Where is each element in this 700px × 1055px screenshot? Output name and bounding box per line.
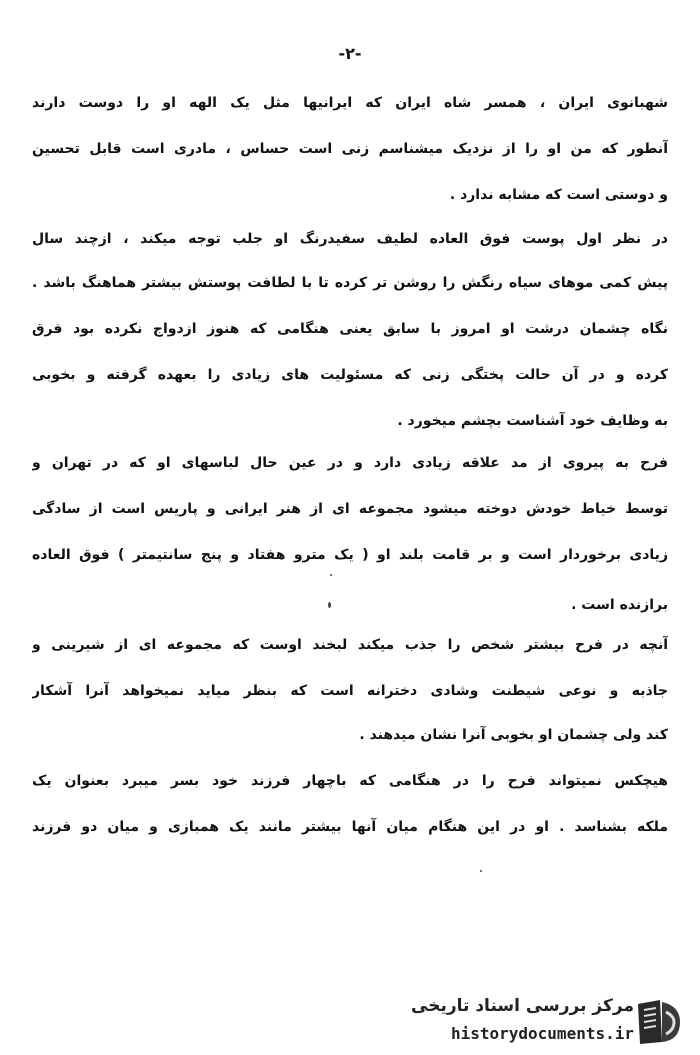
text-line-15: کند ولی چشمان او بخوبی آنرا نشان میدهند .	[359, 727, 668, 743]
text-line-3: و دوستی است که مشابه ندارد .	[449, 187, 668, 203]
text-line-16: هیچکس نمیتواند فرح را در هنگامی که باچهار فرزند خود بسر میبرد بعنوان یک	[32, 773, 668, 789]
document-archive-icon	[630, 996, 686, 1048]
scan-speck	[330, 574, 332, 576]
text-line-12: برازنده است .	[571, 597, 668, 613]
text-line-13: آنچه در فرح بیشتر شخص را جذب میکند لبخند اوست که مجموعه ای از شیرینی و	[32, 637, 668, 653]
text-line-1: شهبانوی ایران ، همسر شاه ایران که ایرانیها مثل یک الهه او را دوست دارند	[32, 95, 668, 111]
text-line-14: جاذبه و نوعی شیطنت وشادی دخترانه است که بنظر میاید نمیخواهد آنرا آشکار	[32, 683, 668, 699]
text-line-7: کرده و در آن حالت پختگی زنی که مسئولیت های زیادی را بعهده گرفته و بخوبی	[32, 367, 668, 383]
text-line-8: به وظایف خود آشناست بچشم میخورد .	[397, 413, 668, 429]
text-line-5: پیش کمی موهای سیاه رنگش را روشن تر کرده تا با لطافت پوستش بیشتر هماهنگ باشد .	[32, 275, 668, 291]
text-line-17: ملکه بشناسد . او در این هنگام میان آنها بیشتر مانند یک همبازی و میان دو فرزند	[32, 819, 668, 835]
text-line-6: نگاه چشمان درشت او امروز با سابق یعنی هنگامی که هنوز ازدواج نکرده بود فرق	[32, 321, 668, 337]
scan-speck	[480, 870, 482, 872]
page-number: -٢-	[338, 44, 362, 63]
archive-name: مرکز بررسی اسناد تاریخی	[411, 996, 634, 1016]
text-line-11: زیادی برخوردار است و بر قامت بلند او ( یک مترو هفتاد و پنج سانتیمتر ) فوق العاده	[32, 547, 668, 563]
archive-url: historydocuments.ir	[450, 1024, 634, 1043]
text-line-9: فرح به پیروی از مد علاقه زیادی دارد و در عین حال لباسهای او که در تهران و	[32, 455, 668, 471]
text-line-10: توسط خیاط خودش دوخته میشود مجموعه ای از هنر ایرانی و پاریس است از سادگی	[32, 501, 668, 517]
text-line-2: آنطور که من او را از نزدیک میشناسم زنی است حساس ، مادری است قابل تحسین	[32, 141, 668, 157]
text-line-4: در نظر اول پوست فوق العاده لطیف سفیدرنگ او جلب توجه میکند ، ازچند سال	[32, 231, 668, 247]
scan-speck	[328, 602, 331, 608]
